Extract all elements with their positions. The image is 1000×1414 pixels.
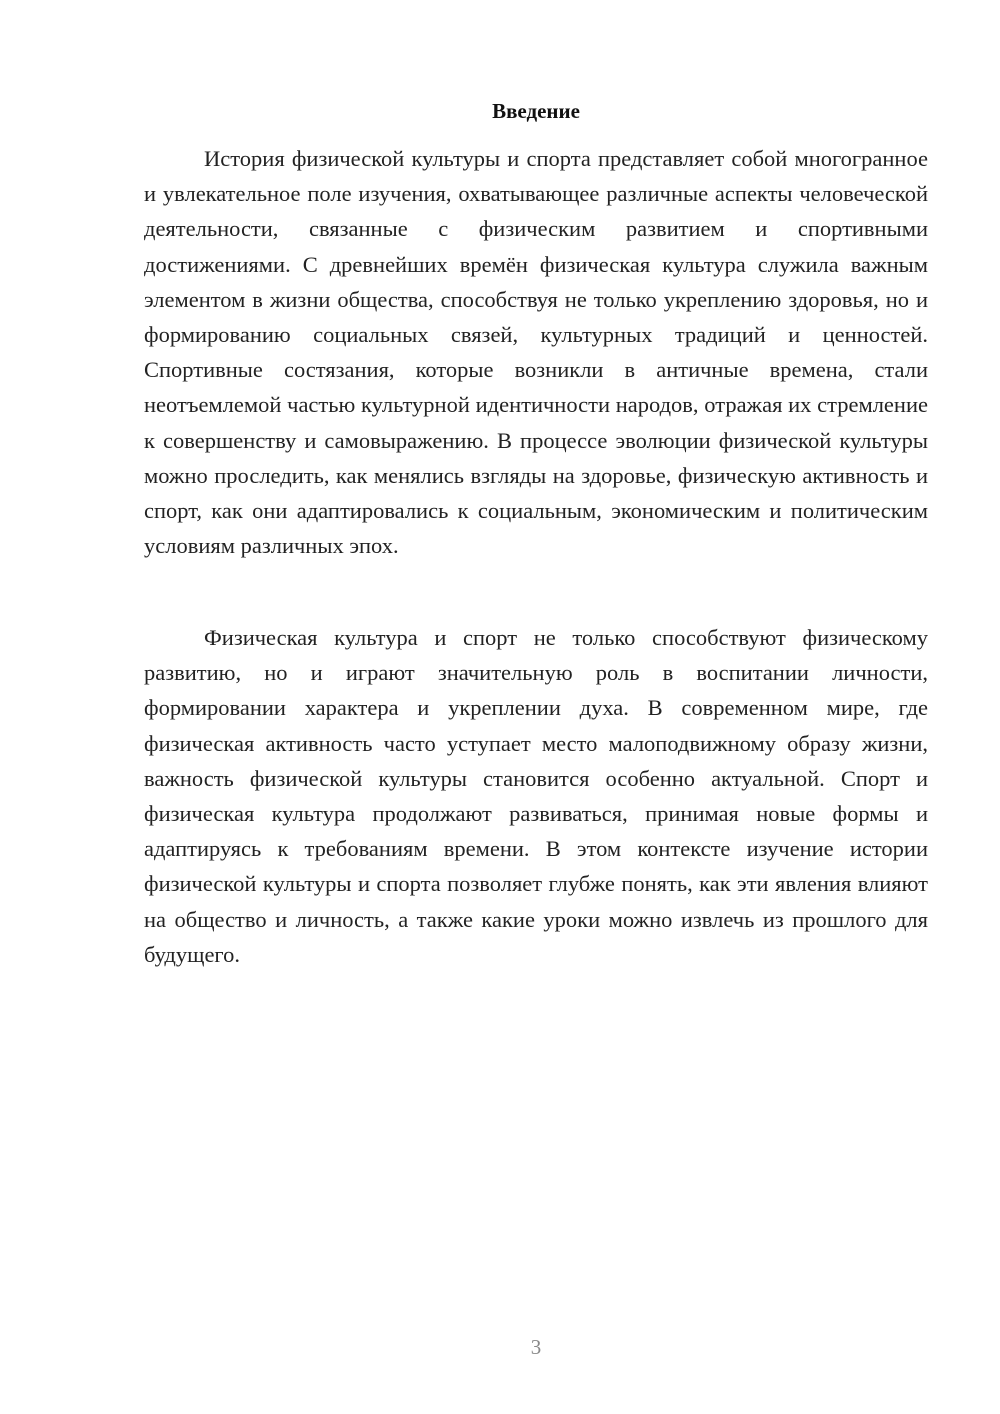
page-number: 3 (530, 1335, 542, 1359)
paragraph-2: Физическая культура и спорт не только способствуют физическому развитию, но и играют значительную роль в воспитании личности, формировании характера и укреплении духа. В современном мире, где физическая активность часто уступает место малоподвижному образу жизни, важность физической культуры становится особенно актуальной. Спорт и физическая культура продолжают развиваться, принимая новые формы и адаптируясь к требованиям времени. В этом контексте изучение истории физической культуры и спорта позволяет глубже понять, как эти явления влияют на общество и личность, а также какие уроки можно извлечь из прошлого для будущего. (144, 625, 928, 967)
section-heading: Введение (492, 99, 580, 123)
paragraph-1: История физической культуры и спорта представляет собой многогранное и увлекательное поле изучения, охватывающее различные аспекты человеческой деятельности, связанные с физическим развитием и спортивными достижениями. С древнейших времён физическая культура служила важным элементом в жизни общества, способствуя не только укреплению здоровья, но и формированию социальных связей, культурных традиций и ценностей. Спортивные состязания, которые возникли в античные времена, стали неотъемлемой частью культурной идентичности народов, отражая их стремление к совершенству и самовыражению. В процессе эволюции физической культуры можно проследить, как менялись взгляды на здоровье, физическую активность и спорт, как они адаптировались к социальным, экономическим и политическим условиям различных эпох. (144, 146, 928, 559)
